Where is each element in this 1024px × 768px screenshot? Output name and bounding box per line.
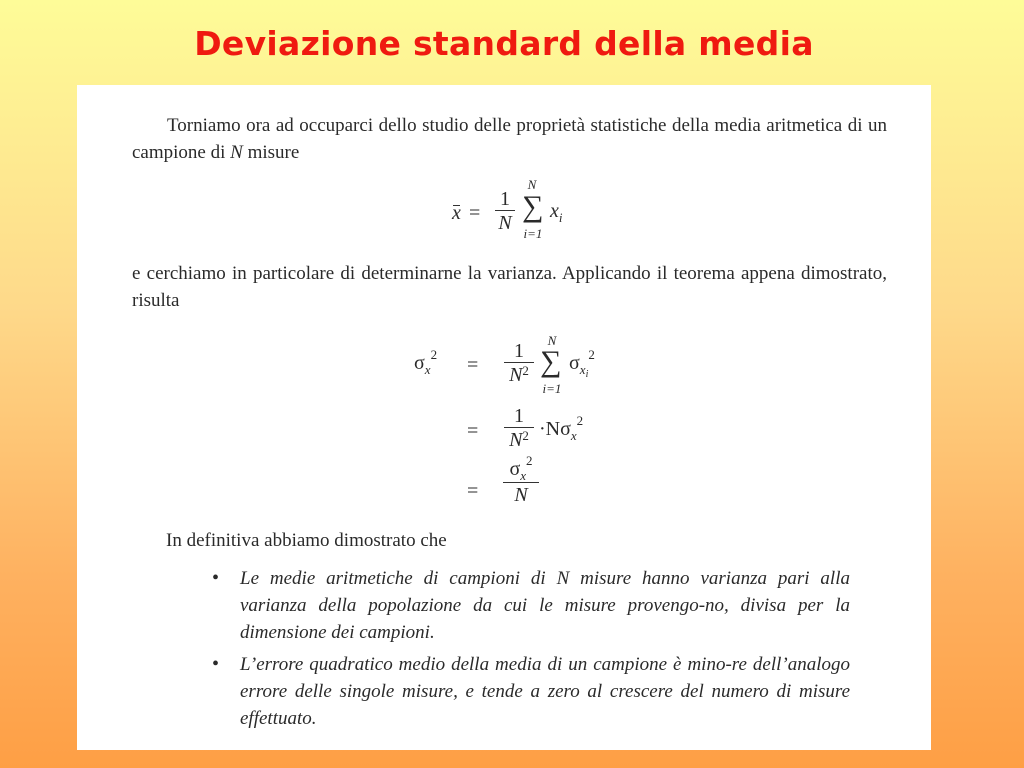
intro-text-a: Torniamo ora ad occuparci dello studio delle proprietà statistiche della media aritmetica di un campione di [132,115,887,163]
intro-paragraph [132,112,887,166]
intro-text-b: misure [242,142,300,163]
variance-sum-bottom: i=1 [542,381,562,396]
intro-n: N [230,142,243,163]
sum-icon: ∑ [522,190,544,223]
conclusion-paragraph: In definitiva abbiamo dimostrato che [166,530,447,551]
list-item: • Le medie aritmetiche di campioni di N misure hanno varianza pari alla varianza della popolazione da cui le misure provengo-no, divisa per la dimensione dei campioni. [210,565,850,646]
variance-frac-3: $\sigma_x^2$ N [503,458,539,507]
sum-icon-2: ∑ [540,345,562,378]
mean-sum-bottom: i=1 [523,226,543,241]
variance-term-1: $\sigma_{xi}^2$ [569,347,595,380]
mean-fraction-den: N [498,212,512,234]
slide-title: Deviazione standard della media [194,24,814,63]
mean-term: $x_i$ [550,200,563,225]
mean-fraction-num: 1 [500,188,510,210]
mean-symbol: x [452,202,461,224]
variance-intro-paragraph: e cerchiamo in particolare di determinarne la varianza. Applicando il teorema appena dimostrato, risulta [132,263,887,311]
list-item: • L’errore quadratico medio della media di un campione è mino-re dell’analogo errore delle singole misure, e tende a zero al crescere del numero di misure effettuato. [210,651,850,732]
mean-sum-top: N [527,177,537,192]
variance-eq-1: = [467,354,479,376]
conclusion-list [210,565,850,737]
variance-eq-2: = [467,420,479,442]
variance-lhs: $\sigma_x^2$ [414,347,438,377]
variance-frac-2: 1 $N^2$ [504,405,534,454]
variance-sum-top: N [547,333,557,348]
variance-eq-3: = [467,480,479,502]
mean-fraction [495,188,515,235]
variance-frac-1: 1 $N^2$ [504,340,534,389]
variance-term-2: $\cdot N\sigma_x^2$ [539,413,584,443]
mean-equals: = [469,202,481,224]
document-page [77,85,931,750]
variance-formula [409,330,709,520]
